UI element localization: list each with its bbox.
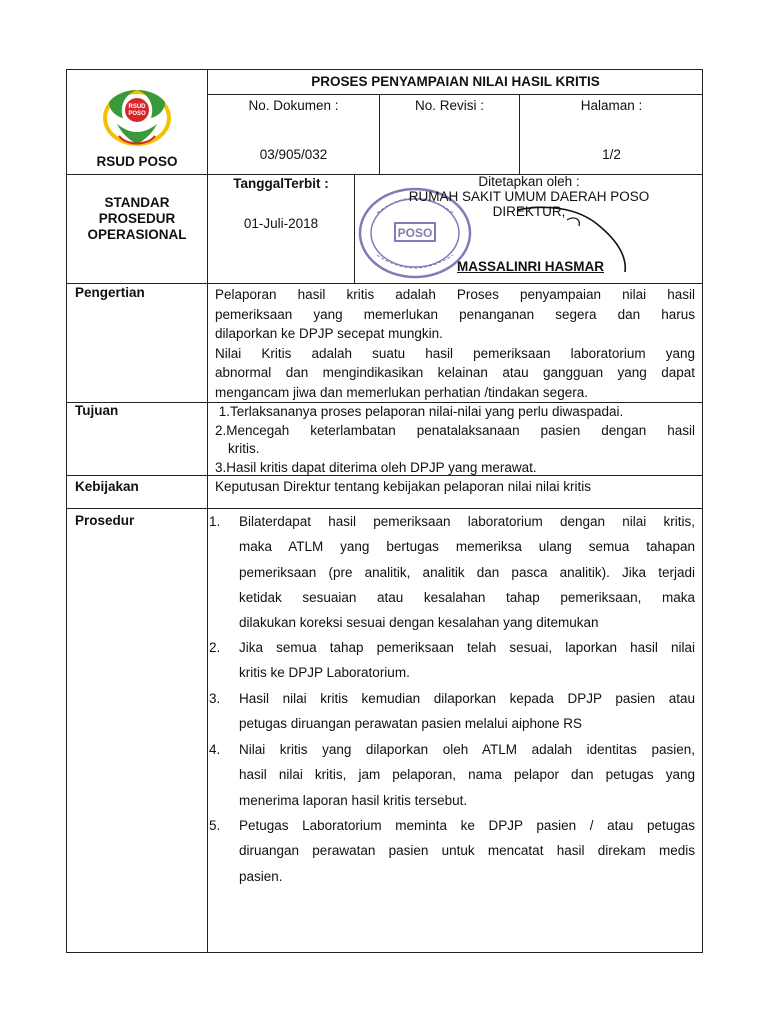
- prosedur-line: maka ATLM yang bertugas memeriksa ulang semua tahapan: [239, 539, 695, 555]
- director-position: DIREKTUR,: [492, 204, 566, 219]
- halaman-label: Halaman :: [580, 98, 643, 113]
- tanggal-terbit-value: 01-Juli-2018: [243, 216, 319, 231]
- prosedur-line: dilakukan koreksi sesuai dengan kesalahan yang ditemukan: [239, 615, 599, 631]
- hospital-name: RSUD POSO: [96, 154, 178, 169]
- prosedur-line: ketidak sesuaian atau kesalahan tahap pemeriksaan, maka: [239, 589, 695, 605]
- sop-label: [67, 195, 207, 243]
- prosedur-line: kritis ke DPJP Laboratorium.: [239, 665, 410, 681]
- prosedur-line: Jika semua tahap pemeriksaan telah sesuai, laporkan hasil nilai: [239, 640, 695, 655]
- document-title: PROSES PENYAMPAIAN NILAI HASIL KRITIS: [311, 74, 600, 89]
- tujuan-line: 1.Terlaksananya proses pelaporan nilai-nilai yang perlu diwaspadai.: [215, 404, 624, 419]
- prosedur-line: pasien.: [239, 868, 283, 884]
- pengertian-line: pemeriksaan yang memerlukan penanganan segera dan harus: [215, 306, 695, 322]
- sop-document: [66, 69, 703, 953]
- no-dokumen-value: 03/905/032: [259, 147, 328, 162]
- tujuan-text: [215, 403, 695, 477]
- prosedur-item-number: 1.: [209, 514, 221, 529]
- prosedur-item-number: 2.: [209, 640, 221, 655]
- tujuan-line: kritis.: [228, 441, 260, 456]
- tujuan-line: 2.Mencegah keterlambatan penatalaksanaan pasien dengan hasil: [215, 422, 695, 438]
- pengertian-line: mengancam jiwa dan memerlukan perhatian /tindakan segera.: [215, 384, 588, 400]
- prosedur-line: pemeriksaan (pre analitik, analitik dan pasca analitik). Jika terjadi: [239, 564, 695, 580]
- pengertian-line: dilaporkan ke DPJP secepat mungkin.: [215, 326, 443, 341]
- sop-label-line1: STANDAR: [104, 195, 170, 210]
- no-dokumen-label: No. Dokumen :: [248, 98, 339, 113]
- ditetapkan-label: Ditetapkan oleh :: [478, 174, 580, 189]
- pengertian-line: Nilai Kritis adalah suatu hasil pemeriksaan laboratorium yang: [215, 345, 695, 361]
- prosedur-label: Prosedur: [75, 513, 135, 528]
- pengertian-line: abnormal dan mengindikasikan kelainan atau gangguan yang dapat: [215, 365, 695, 380]
- hospital-logo-icon: [97, 80, 177, 152]
- title-underline: [208, 94, 703, 95]
- prosedur-item-number: 3.: [209, 691, 221, 706]
- prosedur-line: menerima laporan hasil kritis tersebut.: [239, 792, 468, 808]
- kebijakan-label: Kebijakan: [75, 479, 139, 494]
- left-column-divider: [207, 70, 208, 953]
- sop-label-line2: PROSEDUR: [98, 211, 176, 226]
- signatory-name: MASSALINRI HASMAR: [457, 259, 604, 274]
- sop-bottom-line: [67, 283, 703, 284]
- prosedur-line: Nilai kritis yang dilaporkan oleh ATLM adalah identitas pasien,: [239, 742, 695, 757]
- no-revisi-label: No. Revisi :: [414, 98, 485, 113]
- pengertian-label: Pengertian: [75, 285, 145, 300]
- kebijakan-text: Keputusan Direktur tentang kebijakan pelaporan nilai nilai kritis: [215, 479, 591, 494]
- prosedur-line: petugas diruangan perawatan pasien melalui aiphone RS: [239, 716, 582, 732]
- institution-name: RUMAH SAKIT UMUM DAERAH POSO: [408, 189, 650, 204]
- prosedur-line: diruangan perawatan pasien untuk mencatat hasil direkam medis: [239, 843, 695, 859]
- prosedur-line: Bilaterdapat hasil pemeriksaan laboratorium dengan nilai kritis,: [239, 514, 695, 529]
- tanggal-terbit-label: TanggalTerbit :: [233, 176, 329, 191]
- prosedur-line: Hasil nilai kritis kemudian dilaporkan kepada DPJP pasien atau: [239, 691, 695, 706]
- logo-text-top: RSUD: [128, 104, 146, 110]
- sop-label-line3: OPERASIONAL: [87, 227, 187, 242]
- tujuan-line: 3.Hasil kritis dapat diterima oleh DPJP yang merawat.: [215, 459, 537, 475]
- prosedur-item-number: 4.: [209, 742, 221, 757]
- pengertian-line: Pelaporan hasil kritis adalah Proses penyampaian nilai hasil: [215, 287, 695, 302]
- prosedur-line: hasil nilai kritis, jam pelaporan, nama pelapor dan petugas yang: [239, 767, 695, 783]
- stamp-text: POSO: [397, 226, 433, 240]
- halaman-value: 1/2: [602, 147, 621, 162]
- prosedur-item-number: 5.: [209, 818, 221, 833]
- prosedur-line: Petugas Laboratorium meminta ke DPJP pasien / atau petugas: [239, 818, 695, 833]
- tujuan-label: Tujuan: [75, 403, 119, 418]
- pengertian-text: [215, 285, 695, 402]
- logo-text-bottom: POSO: [128, 111, 146, 117]
